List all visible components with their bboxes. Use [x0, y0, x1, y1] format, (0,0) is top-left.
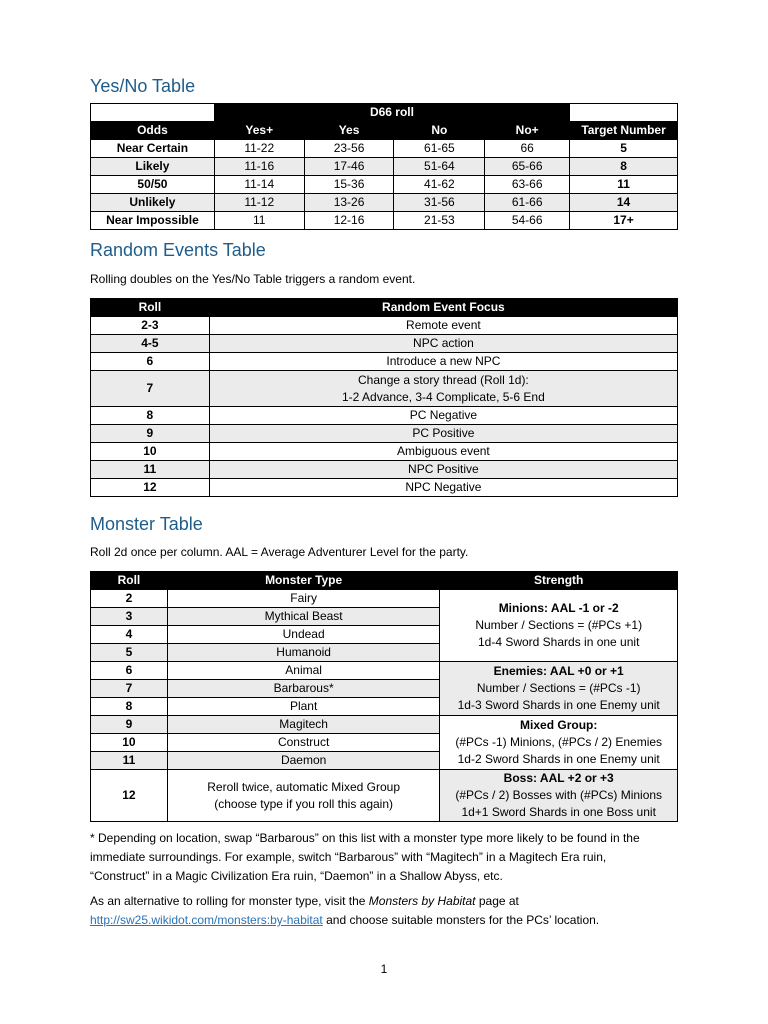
table-row: 5 Humanoid — [91, 644, 678, 662]
col-strength: Strength — [440, 572, 678, 590]
page-number: 1 — [380, 962, 388, 976]
strength-enemies: Enemies: AAL +0 or +1 Number / Sections = (#PCs -1) 1d-3 Sword Shards in one Enemy unit — [440, 662, 678, 716]
monster-heading: Monster Table — [90, 514, 203, 534]
col-event-focus: Random Event Focus — [209, 299, 677, 317]
habitat-link[interactable]: http://sw25.wikidot.com/monsters:by-habitat — [90, 913, 323, 927]
table-row: 3 Mythical Beast — [91, 608, 678, 626]
table-row: 12 Reroll twice, automatic Mixed Group (choose type if you roll this again) Boss: AAL +2 or +3 (#PCs / 2) Bosses with (#PCs) Minions 1d+1 Sword Shards in one Boss unit — [91, 770, 678, 822]
random-events-table — [90, 298, 678, 497]
random-events-intro: Rolling doubles on the Yes/No Table triggers a random event. — [90, 272, 416, 286]
table-row: 4-5 NPC action — [91, 335, 678, 353]
table-row: 7 Barbarous* — [91, 680, 678, 698]
footnote: * Depending on location, swap “Barbarous” on this list with a monster type more likely to be found in the immediate surroundings. For example, switch “Barbarous” with “Magitech” in a Magitech Era ruin, “Construct” in a Magic Civilization Era ruin, “Daemon” in a Shallow Abyss, etc. — [90, 831, 640, 883]
table-row: Unlikely 11-12 13-26 31-56 61-66 14 — [91, 194, 678, 212]
table-row: 6 Introduce a new NPC — [91, 353, 678, 371]
table-row: 9 Magitech Mixed Group: (#PCs -1) Minions, (#PCs / 2) Enemies 1d-2 Sword Shards in one Enemy unit — [91, 716, 678, 734]
col-monster-type: Monster Type — [167, 572, 440, 590]
col-no-plus: No+ — [485, 122, 570, 140]
table-row: 7 Change a story thread (Roll 1d): 1-2 Advance, 3-4 Complicate, 5-6 End — [91, 371, 678, 407]
table-row: 6 Animal Enemies: AAL +0 or +1 Number / Sections = (#PCs -1) 1d-3 Sword Shards in one Enemy unit — [91, 662, 678, 680]
table-row: 2-3 Remote event — [91, 317, 678, 335]
table-row: 8 Plant — [91, 698, 678, 716]
d66-header: D66 roll — [214, 104, 569, 122]
col-roll: Roll — [91, 572, 168, 590]
strength-minions: Minions: AAL -1 or -2 Number / Sections = (#PCs +1) 1d-4 Sword Shards in one unit — [440, 590, 678, 662]
table-row: 12 NPC Negative — [91, 479, 678, 497]
col-target-number: Target Number — [570, 122, 678, 140]
table-row: 50/50 11-14 15-36 41-62 63-66 11 — [91, 176, 678, 194]
table-row: 11 NPC Positive — [91, 461, 678, 479]
table-row: 11 Daemon — [91, 752, 678, 770]
strength-boss: Boss: AAL +2 or +3 (#PCs / 2) Bosses with (#PCs) Minions 1d+1 Sword Shards in one Boss unit — [440, 770, 678, 822]
strength-mixed: Mixed Group: (#PCs -1) Minions, (#PCs / 2) Enemies 1d-2 Sword Shards in one Enemy unit — [440, 716, 678, 770]
table-row: 10 Construct — [91, 734, 678, 752]
monster-table — [90, 571, 678, 822]
table-row: 10 Ambiguous event — [91, 443, 678, 461]
table-row: Near Impossible 11 12-16 21-53 54-66 17+ — [91, 212, 678, 230]
col-yes: Yes — [304, 122, 394, 140]
table-row: 8 PC Negative — [91, 407, 678, 425]
col-no: No — [394, 122, 485, 140]
table-row: 4 Undead — [91, 626, 678, 644]
alternative-paragraph: As an alternative to rolling for monster type, visit the Monsters by Habitat page at http://sw25.wikidot.com/monsters:by-habitat and choose suitable monsters for the PCs’ location. — [90, 894, 600, 927]
table-row: Likely 11-16 17-46 51-64 65-66 8 — [91, 158, 678, 176]
yesno-heading: Yes/No Table — [90, 76, 196, 96]
yesno-table — [90, 103, 678, 230]
monster-intro: Roll 2d once per column. AAL = Average Adventurer Level for the party. — [90, 545, 469, 559]
table-row: 2 Fairy Minions: AAL -1 or -2 Number / Sections = (#PCs +1) 1d-4 Sword Shards in one unit — [91, 590, 678, 608]
random-events-heading: Random Events Table — [90, 240, 266, 260]
col-yes-plus: Yes+ — [214, 122, 304, 140]
table-row: Near Certain 11-22 23-56 61-65 66 5 — [91, 140, 678, 158]
col-roll: Roll — [91, 299, 210, 317]
table-row: 9 PC Positive — [91, 425, 678, 443]
col-odds: Odds — [91, 122, 215, 140]
